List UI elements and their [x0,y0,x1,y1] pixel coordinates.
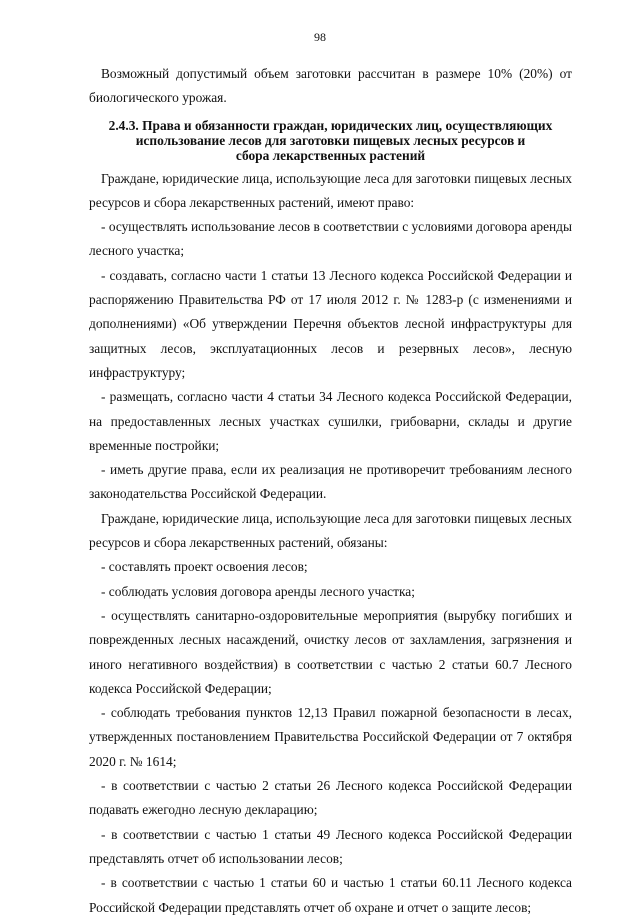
body-paragraph: - составлять проект освоения лесов; [101,559,308,575]
body-paragraph: - создавать, согласно части 1 статьи 13 Лесного кодекса Российской Федерации и распоряжению Правительства РФ от 17 июля 2012 г. № 1283-р (с изменениями и дополнениями) «Об утверждении Перечня объектов лесной инфраструктуры для защитных лесов, эксплуатационных лесов и резервных лесов», лесную инфраструктуру; [89,267,572,380]
intro-paragraph: Возможный допустимый объем заготовки рассчитан в размере 10% (20%) от биологического урожая. [89,66,572,106]
body-paragraph: - в соответствии с частью 1 статьи 49 Лесного кодекса Российской Федерации представлять отчет об использовании лесов; [89,826,572,866]
body-paragraph: Граждане, юридические лица, использующие леса для заготовки пищевых лесных ресурсов и сбора лекарственных растений, обязаны: [89,510,572,551]
page-number: 98 [314,30,326,44]
section-heading [89,118,572,163]
body-paragraph: - в соответствии с частью 1 статьи 60 и частью 1 статьи 60.11 Лесного кодекса Российской Федерации представлять отчет об охране и отчет о защите лесов; [89,875,572,915]
body-paragraph: Граждане, юридические лица, использующие леса для заготовки пищевых лесных ресурсов и сбора лекарственных растений, имеют право: [89,170,572,210]
body-paragraph: - осуществлять использование лесов в соответствии с условиями договора аренды лесного участка; [89,219,572,259]
body-paragraph: - соблюдать условия договора аренды лесного участка; [101,583,415,599]
body-paragraph: - размещать, согласно части 4 статьи 34 Лесного кодекса Российской Федерации, на предоставленных лесных участках сушилки, грибоварни, склады и другие временные постройки; [89,389,572,453]
section-heading-line: сбора лекарственных растений [235,147,426,163]
body-paragraph: - осуществлять санитарно-оздоровительные мероприятия (вырубку погибших и поврежденных лесных насаждений, очистку лесов от захламления, загрязнения и иного негативного воздействия) в соответствии с частью 2 статьи 60.7 Лесного кодекса Российской Федерации; [89,607,572,696]
body-paragraph: - в соответствии с частью 2 статьи 26 Лесного кодекса Российской Федерации подавать ежегодно лесную декларацию; [89,778,572,818]
section-heading-line: использование лесов для заготовки пищевых лесных ресурсов и [135,132,526,148]
page-content [89,62,572,920]
section-heading-line: 2.4.3. Права и обязанности граждан, юридических лиц, осуществляющих [108,117,553,133]
body-paragraph: - соблюдать требования пунктов 12,13 Правил пожарной безопасности в лесах, утвержденных постановлением Правительства Российской Федерации от 7 октября 2020 г. № 1614; [89,705,572,769]
body-paragraph: - иметь другие права, если их реализация не противоречит требованиям лесного законодательства Российской Федерации. [89,462,572,502]
